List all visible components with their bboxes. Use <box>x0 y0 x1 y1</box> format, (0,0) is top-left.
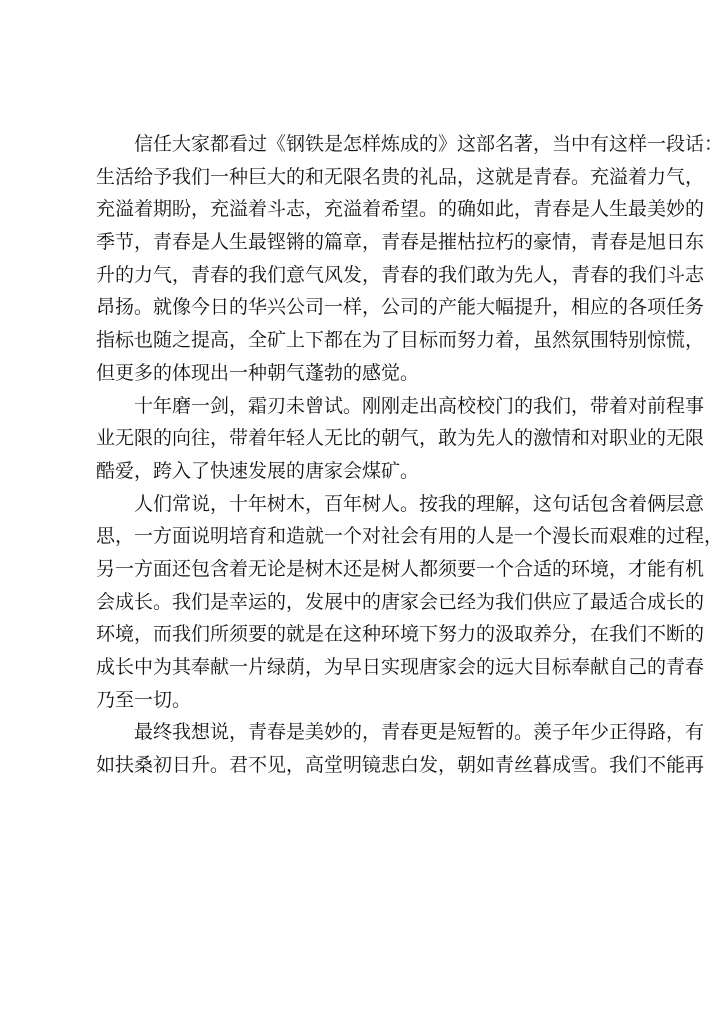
text-line: 乃至一切。 <box>96 688 192 711</box>
text-line: 业无限的向往，带着年轻人无比的朝气，敢为先人的激情和对职业的无限 <box>96 427 705 450</box>
paragraph-first-line: 最终我想说，青春是美妙的，青春更是短暂的。羡子年少正得路，有 <box>134 721 705 744</box>
text-line: 充溢着期盼，充溢着斗志，充溢着希望。的确如此，青春是人生最美妙的 <box>96 198 705 221</box>
text-line: 但更多的体现出一种朝气蓬勃的感觉。 <box>96 361 420 384</box>
paragraph-first-line: 十年磨一剑，霜刃未曾试。刚刚走出高校校门的我们，带着对前程事 <box>134 394 705 417</box>
text-line: 生活给予我们一种巨大的和无限名贵的礼品，这就是青春。充溢着力气， <box>96 165 705 188</box>
text-line: 成长中为其奉献一片绿荫，为早日实现唐家会的远大目标奉献自己的青春 <box>96 656 705 678</box>
text-line: 思，一方面说明培育和造就一个对社会有用的人是一个漫长而艰难的过程， <box>96 525 723 548</box>
text-line: 季节，青春是人生最铿锵的篇章，青春是摧枯拉朽的豪情，青春是旭日东 <box>96 231 705 254</box>
text-line: 昂扬。就像今日的华兴公司一样，公司的产能大幅提升，相应的各项任务 <box>96 296 705 319</box>
text-line: 如扶桑初日升。君不见，高堂明镜悲白发，朝如青丝暮成雪。我们不能再 <box>96 754 705 777</box>
text-line: 另一方面还包含着无论是树木还是树人都须要一个合适的环境，才能有机 <box>96 557 705 580</box>
document-body <box>96 128 723 782</box>
text-line: 升的力气，青春的我们意气风发，青春的我们敢为先人，青春的我们斗志 <box>96 263 705 286</box>
text-line: 指标也随之提高，全矿上下都在为了目标而努力着，虽然氛围特别惊慌， <box>96 329 705 352</box>
text-line: 会成长。我们是幸运的，发展中的唐家会已经为我们供应了最适合成长的 <box>96 590 705 613</box>
paragraph-first-line: 信任大家都看过《钢铁是怎样炼成的》这部名著，当中有这样一段话： <box>134 133 723 155</box>
paragraph-first-line: 人们常说，十年树木，百年树人。按我的理解，这句话包含着俩层意 <box>134 492 705 515</box>
text-line: 酷爱，跨入了快速发展的唐家会煤矿。 <box>96 459 420 482</box>
text-line: 环境，而我们所须要的就是在这种环境下努力的汲取养分，在我们不断的 <box>96 623 705 646</box>
